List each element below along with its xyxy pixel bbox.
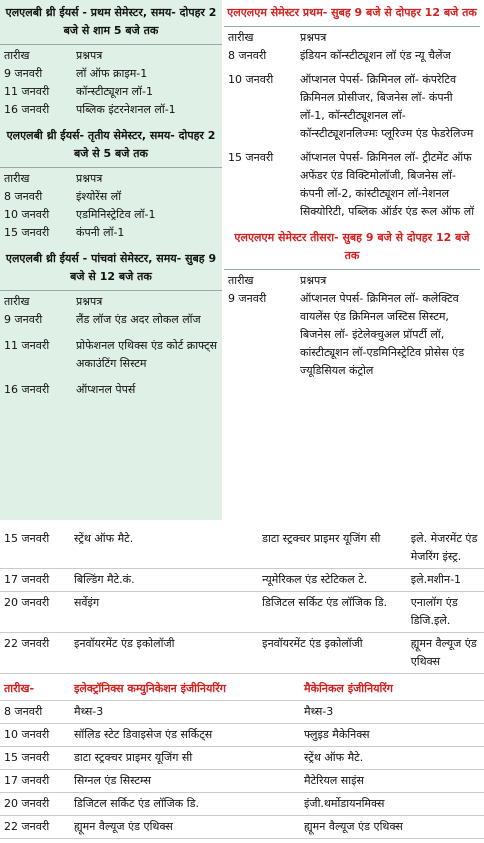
engineering-table — [0, 528, 484, 839]
table-header — [0, 678, 484, 701]
table-row — [0, 793, 484, 816]
row-date: 15 जनवरी — [4, 751, 50, 764]
row-col2: न्यूमेरिकल एंड स्टेटिकल टे. — [262, 573, 368, 586]
row-col1: स्ट्रेंथ ऑफ मैटे. — [74, 532, 134, 545]
divider — [0, 167, 222, 168]
table-row — [0, 224, 222, 242]
table-row — [0, 311, 222, 329]
row-col2: स्ट्रेंथ ऑफ मैटे. — [304, 751, 364, 764]
row-paper: ऑप्शनल पेपर्स- क्रिमिनल लॉ- कंपरेटिव क्रिमिनल प्रोसीजर, बिजनेस लॉ- कंपनी लॉ-1, कॉन्स्टीट्यूशनल लॉ- कॉन्स्टीट्यूशनलिज्मः प्लूरिज्म एंड फेडरेलिज्म — [300, 73, 474, 140]
llm-sem1-title: एलएलएम सेमेस्टर प्रथम- सुबह 9 बजे से दोपहर 12 बजे तक — [227, 6, 477, 19]
col-paper: प्रश्नपत्र — [76, 172, 103, 185]
col-paper: प्रश्नपत्र — [300, 31, 327, 44]
row-paper: लैंड लॉज एंड अदर लोकल लॉज — [76, 313, 201, 326]
llb-sem3-title: एलएलबी थ्री ईयर्स- तृतीय सेमेस्टर, समय- दोपहर 2 बजे से 5 बजे तक — [6, 129, 216, 160]
llb-panel — [0, 0, 222, 520]
row-date: 9 जनवरी — [228, 292, 267, 305]
table-row — [0, 381, 222, 399]
row-date: 8 जनवरी — [4, 190, 43, 203]
row-date: 8 जनवरी — [228, 49, 267, 62]
row-date: 11 जनवरी — [4, 85, 50, 98]
row-col1: ह्यूमन वैल्यूज एंड एथिक्स — [74, 820, 173, 833]
row-paper: ऑप्शनल पेपर्स- क्रिमिनल लॉ- कलेक्टिव वायलेंस एंड क्रिमिनल जस्टिस सिस्टम, बिजनेस लॉ- इंटेलेक्चुअल प्रॉपर्टी लॉ, कांस्टीट्यूशन लॉ-एडमिनिस्ट्रेटिव प्रोसेस एंड ज्यूडिसियल कंट्रोल — [300, 292, 465, 377]
col-ece: इलेक्ट्रॉनिक्स कम्युनिकेशन इंजीनियरिंग — [74, 682, 226, 695]
row-date: 9 जनवरी — [4, 313, 43, 326]
row-date: 22 जनवरी — [4, 820, 50, 833]
row-col2: मैटेरियल साइंस — [304, 774, 364, 787]
table-header — [0, 47, 222, 65]
row-paper: कंपनी लॉ-1 — [76, 226, 125, 239]
table-row — [224, 290, 480, 380]
table-row — [224, 47, 480, 65]
row-date: 11 जनवरी — [4, 339, 50, 352]
table-row — [224, 71, 480, 143]
row-date: 22 जनवरी — [4, 637, 50, 650]
table-header — [224, 29, 480, 47]
table-row — [0, 65, 222, 83]
row-paper: पब्लिक इंटरनेशनल लॉ-1 — [76, 103, 176, 116]
row-paper: प्रोफेशनल एथिक्स एंड कोर्ट क्राफ्ट्स अकाउंटिंग सिस्टम — [76, 339, 218, 370]
table-row — [0, 569, 484, 592]
col-date: तारीख — [228, 31, 254, 44]
table-row — [0, 770, 484, 793]
row-date: 17 जनवरी — [4, 774, 50, 787]
col-date: तारीख — [228, 274, 254, 287]
table-header — [0, 293, 222, 311]
row-col1: सॉलिड स्टेट डिवाइसेज एंड सर्किट्स — [74, 728, 213, 741]
col-paper: प्रश्नपत्र — [76, 295, 103, 308]
row-paper: ऑप्शनल पेपर्स- क्रिमिनल लॉ- ट्रीटमेंट ऑफ अफेंडर एंड विक्टिमोलॉजी, बिजनेस लॉ-कंपनी लॉ-2, कांस्टीट्यूशन लॉ-नेशनल सिक्योरिटी, पब्लिक ऑर्डर एंड रूल ऑफ लॉ — [300, 151, 475, 218]
row-paper: लॉ ऑफ क्राइम-1 — [76, 67, 148, 80]
table-header — [0, 170, 222, 188]
col-mech: मैकेनिकल इंजीनियरिंग — [304, 682, 394, 695]
row-col1: सिग्नल एंड सिस्टम्स — [74, 774, 152, 787]
table-row — [0, 337, 222, 373]
row-col3: इले.मशीन-1 — [410, 573, 462, 586]
divider — [0, 44, 222, 45]
row-date: 15 जनवरी — [4, 226, 50, 239]
row-col2: इनवॉयरमेंट एंड इकोलॉजी — [262, 637, 363, 650]
table-row — [224, 149, 480, 221]
row-col2: डिजिटल सर्किट एंड लॉजिक डि. — [262, 596, 388, 609]
row-col1: मैथ्स-3 — [74, 705, 104, 718]
row-paper: इंश्योरेंस लॉ — [76, 190, 122, 203]
row-paper: ऑप्शनल पेपर्स — [76, 383, 136, 396]
table-row — [0, 701, 484, 724]
row-date: 16 जनवरी — [4, 383, 50, 396]
col-date: तारीख- — [4, 682, 35, 695]
table-row — [0, 101, 222, 119]
llb-sem5-title: एलएलबी थ्री ईयर्स - पांचवां सेमेस्टर, समय- सुबह 9 बजे से 12 बजे तक — [5, 252, 217, 283]
table-row — [0, 206, 222, 224]
row-col1: सर्वेइंग — [74, 596, 100, 609]
row-col3: ह्यूमन वैल्यूज एंड एथिक्स — [410, 637, 477, 668]
row-paper: कॉन्स्टीट्यूशन लॉ-1 — [76, 85, 153, 98]
row-col1: डाटा स्ट्रक्चर प्राइमर यूजिंग सी — [74, 751, 193, 764]
table-row — [0, 528, 484, 569]
table-header — [224, 272, 480, 290]
row-col2: मैथ्स-3 — [304, 705, 334, 718]
row-col2: डाटा स्ट्रक्चर प्राइमर यूजिंग सी — [262, 532, 381, 545]
divider — [224, 269, 480, 270]
row-date: 10 जनवरी — [4, 728, 50, 741]
llm-panel — [224, 0, 480, 520]
divider — [0, 290, 222, 291]
row-col1: इनवॉयरमेंट एंड इकोलॉजी — [74, 637, 175, 650]
row-col2: इंजी.थर्मोडायनमिक्स — [304, 797, 385, 810]
row-col3: इले. मेजरमेंट एंड मेजरिंग इंस्ट्र. — [410, 532, 478, 563]
row-date: 9 जनवरी — [4, 67, 43, 80]
divider — [224, 26, 480, 27]
row-date: 20 जनवरी — [4, 596, 50, 609]
col-date: तारीख — [4, 172, 30, 185]
row-col1: बिल्डिंग मैटे.कं. — [74, 573, 135, 586]
row-date: 17 जनवरी — [4, 573, 50, 586]
col-paper: प्रश्नपत्र — [300, 274, 327, 287]
row-col2: फ्लुइड मैकेनिक्स — [304, 728, 370, 741]
row-col3: एनालॉग एंड डिजि.इले. — [410, 596, 458, 627]
table-row — [0, 816, 484, 839]
llb-sem1-title: एलएलबी थ्री ईयर्स - प्रथम सेमेस्टर, समय- दोपहर 2 बजे से शाम 5 बजे तक — [5, 6, 217, 37]
row-col1: डिजिटल सर्किट एंड लॉजिक डि. — [74, 797, 199, 810]
row-date: 10 जनवरी — [228, 73, 274, 86]
row-paper: इंडियन कॉन्स्टीट्यूशन लॉ एंड न्यू चैलेंज — [300, 49, 451, 62]
table-row — [0, 83, 222, 101]
table-row — [0, 592, 484, 633]
col-paper: प्रश्नपत्र — [76, 49, 103, 62]
row-paper: एडमिनिस्ट्रेटिव लॉ-1 — [76, 208, 156, 221]
table-row — [0, 747, 484, 770]
row-date: 10 जनवरी — [4, 208, 50, 221]
row-date: 16 जनवरी — [4, 103, 50, 116]
row-date: 15 जनवरी — [228, 151, 274, 164]
llm-sem3-title: एलएलएम सेमेस्टर तीसरा- सुबह 9 बजे से दोपहर 12 बजे तक — [234, 231, 470, 262]
col-date: तारीख — [4, 49, 30, 62]
col-date: तारीख — [4, 295, 30, 308]
row-date: 15 जनवरी — [4, 532, 50, 545]
row-col2: ह्यूमन वैल्यूज एंड एथिक्स — [304, 820, 403, 833]
table-row — [0, 633, 484, 674]
row-date: 8 जनवरी — [4, 705, 43, 718]
table-row — [0, 724, 484, 747]
row-date: 20 जनवरी — [4, 797, 50, 810]
table-row — [0, 188, 222, 206]
